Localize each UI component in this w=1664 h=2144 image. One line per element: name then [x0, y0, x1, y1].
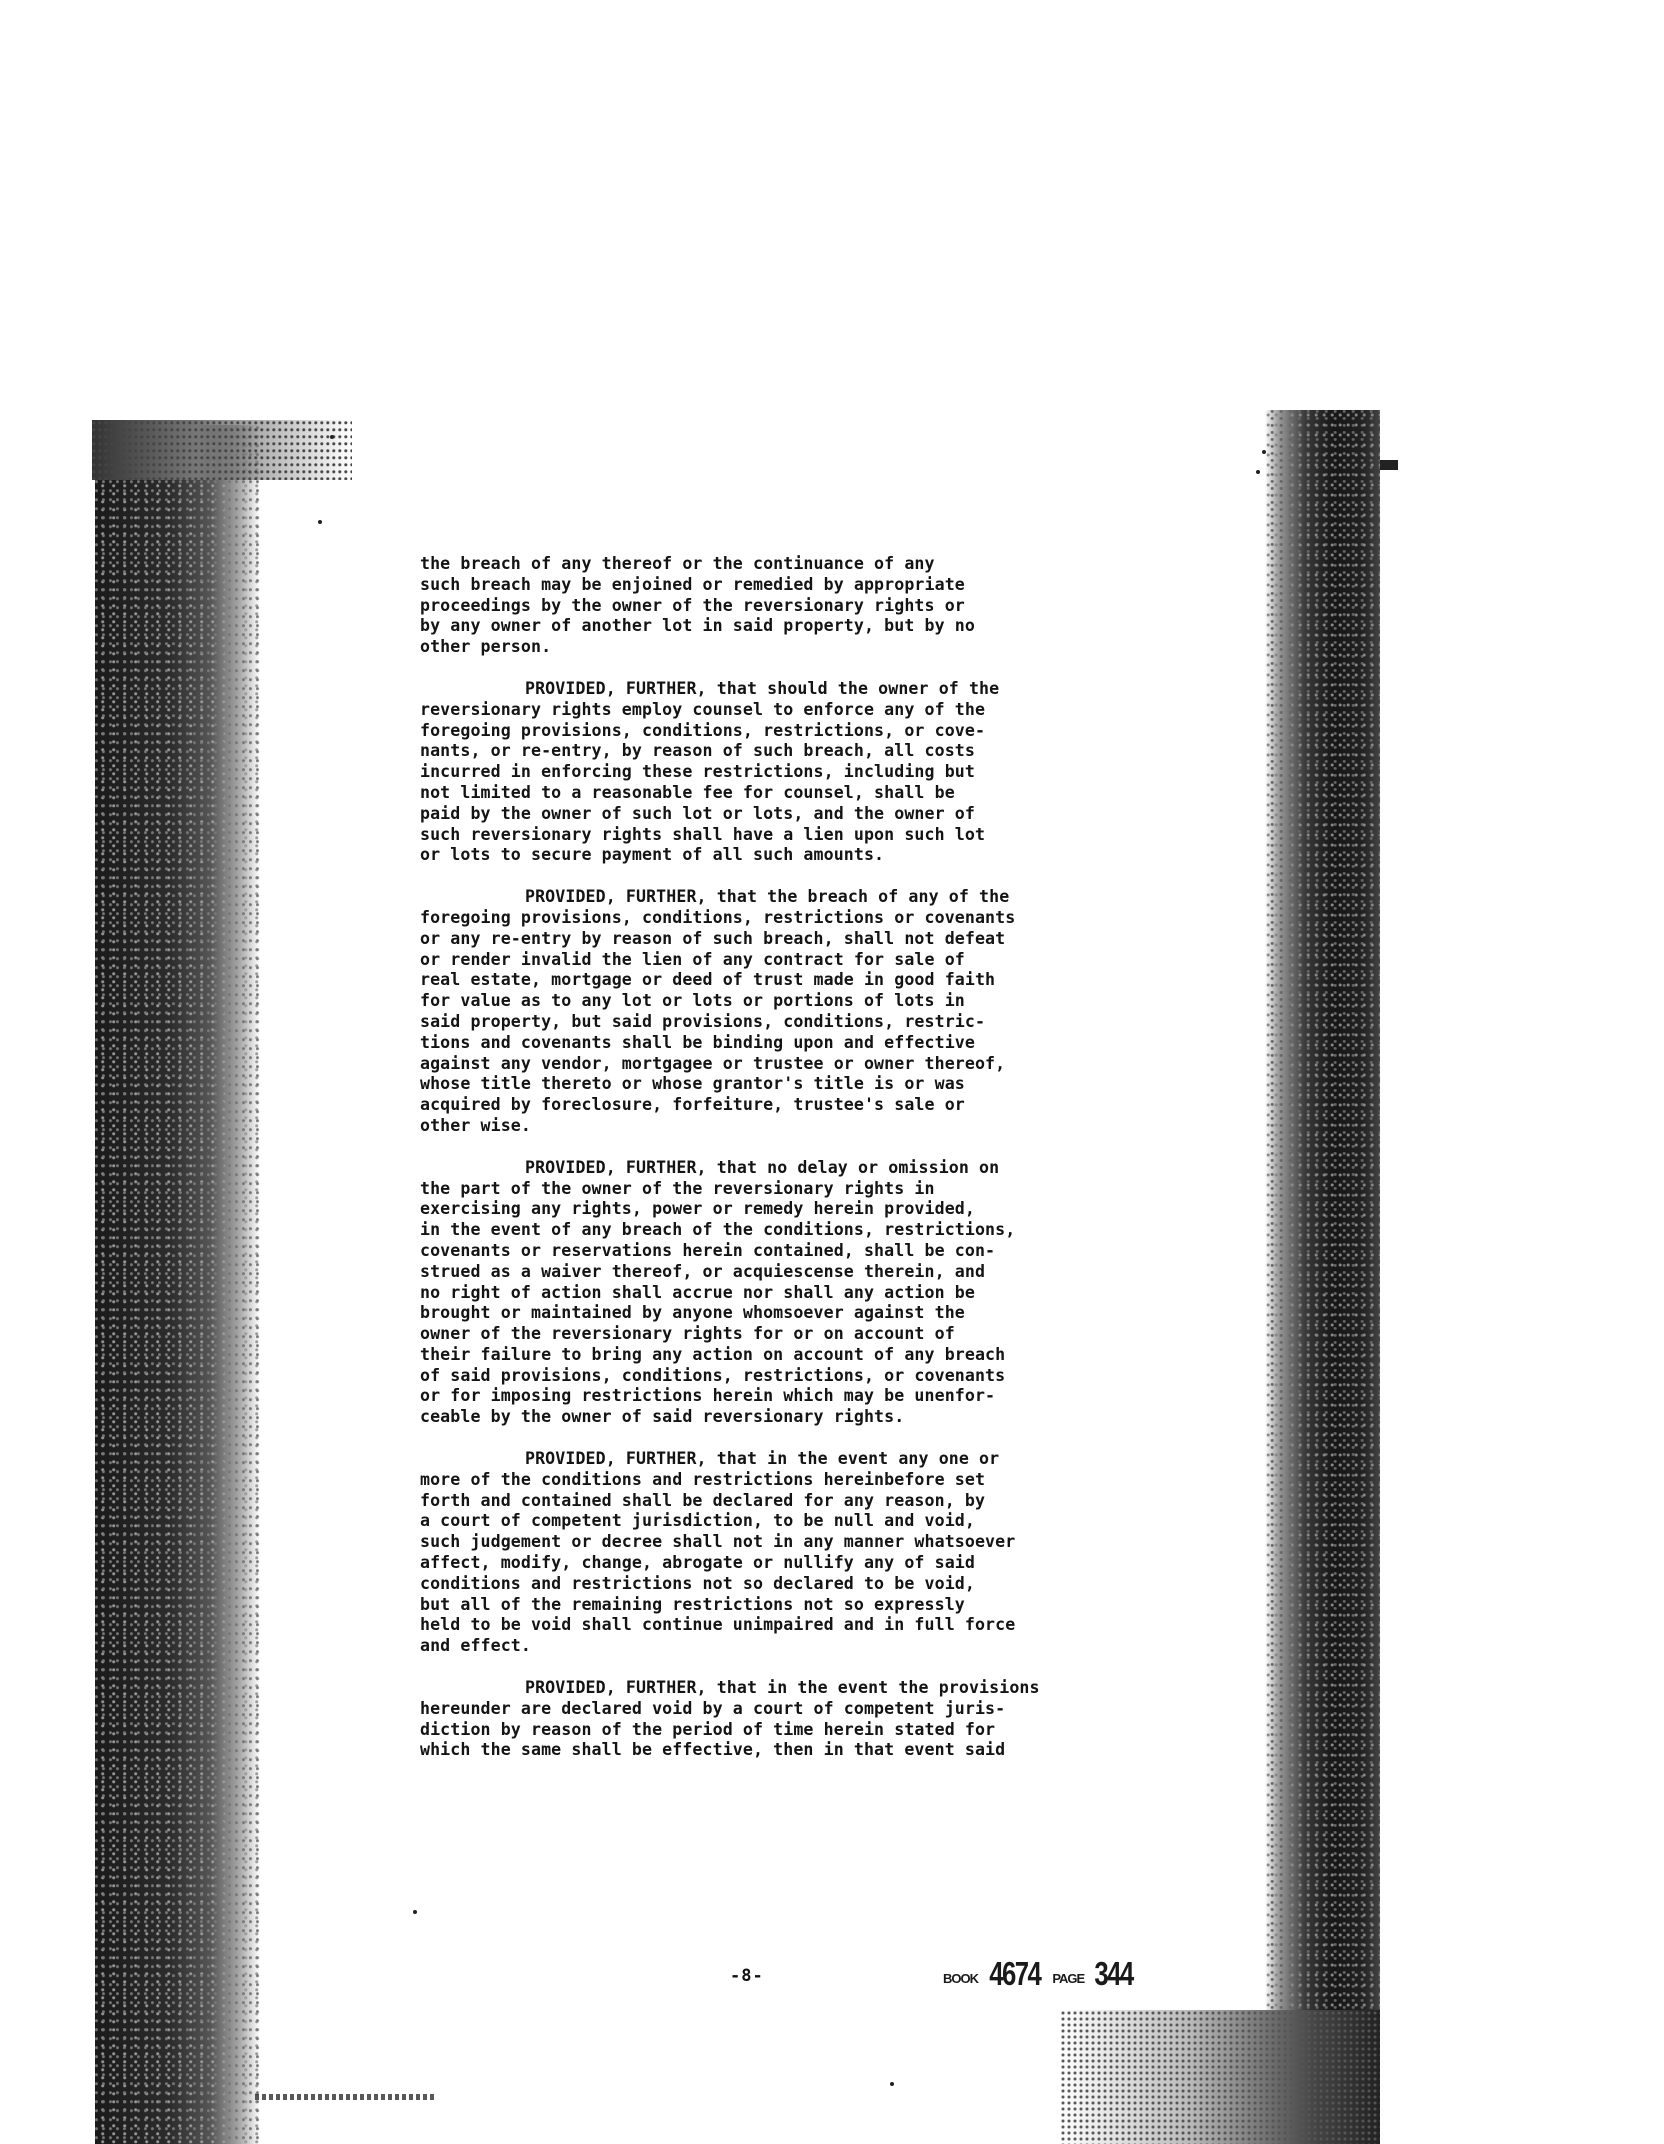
text-line: other person.	[420, 637, 552, 657]
paragraph	[420, 1449, 1210, 1657]
text-line: foregoing provisions, conditions, restrictions, or cove-	[420, 720, 986, 740]
text-line: by any owner of another lot in said property, but by no	[420, 616, 975, 636]
text-line: tions and covenants shall be binding upon and effective	[420, 1032, 975, 1052]
text-line: owner of the reversionary rights for or on account of	[420, 1324, 955, 1344]
document-body	[420, 554, 1210, 1761]
text-line: or lots to secure payment of all such amounts.	[420, 845, 885, 865]
text-line: such breach may be enjoined or remedied by appropriate	[420, 574, 965, 594]
scan-speck	[890, 2082, 894, 2086]
text-line: PROVIDED, FURTHER, that in the event any one or	[525, 1449, 1000, 1469]
scan-speck	[330, 435, 334, 439]
text-line: brought or maintained by anyone whomsoever against the	[420, 1303, 965, 1323]
text-line: paid by the owner of such lot or lots, and the owner of	[420, 803, 975, 823]
text-line: real estate, mortgage or deed of trust made in good faith	[420, 970, 996, 990]
recording-page-number: 344	[1094, 1955, 1133, 1992]
right-scan-edge	[1265, 410, 1380, 2144]
text-line: or for imposing restrictions herein which may be unenfor-	[420, 1386, 996, 1406]
text-line: forth and contained shall be declared for any reason, by	[420, 1490, 986, 1510]
text-line: PROVIDED, FURTHER, that the breach of any of the	[525, 887, 1010, 907]
recording-reference	[943, 1955, 1138, 1993]
paragraph	[420, 679, 1210, 866]
text-line: nants, or re-entry, by reason of such breach, all costs	[420, 741, 975, 761]
text-line: said property, but said provisions, conditions, restric-	[420, 1011, 986, 1031]
text-line: such judgement or decree shall not in any manner whatsoever	[420, 1532, 1016, 1552]
text-line: and effect.	[420, 1636, 531, 1656]
text-line: covenants or reservations herein contained, shall be con-	[420, 1240, 996, 1260]
text-line: acquired by foreclosure, forfeiture, trustee's sale or	[420, 1095, 965, 1115]
text-line: more of the conditions and restrictions hereinbefore set	[420, 1469, 986, 1489]
text-line: but all of the remaining restrictions not so expressly	[420, 1594, 965, 1614]
text-line: PROVIDED, FURTHER, that no delay or omission on	[525, 1157, 1000, 1177]
left-scan-edge	[95, 425, 260, 2144]
text-line: conditions and restrictions not so declared to be void,	[420, 1573, 975, 1593]
text-line: ceable by the owner of said reversionary rights.	[420, 1407, 905, 1427]
text-line: diction by reason of the period of time herein stated for	[420, 1719, 996, 1739]
text-line: a court of competent jurisdiction, to be null and void,	[420, 1511, 975, 1531]
book-number: 4674	[989, 1955, 1041, 1992]
page-number: -8-	[730, 1966, 764, 1986]
text-line: which the same shall be effective, then in that event said	[420, 1740, 1006, 1760]
text-line: such reversionary rights shall have a lien upon such lot	[420, 824, 986, 844]
right-scan-edge-bottom	[1060, 2010, 1380, 2144]
text-line: whose title thereto or whose grantor's title is or was	[420, 1074, 965, 1094]
paragraph	[420, 554, 1210, 658]
text-line: not limited to a reasonable fee for counsel, shall be	[420, 782, 955, 802]
text-line: exercising any rights, power or remedy herein provided,	[420, 1199, 975, 1219]
text-line: PROVIDED, FURTHER, that should the owner of the	[525, 678, 1000, 698]
text-line: their failure to bring any action on account of any breach	[420, 1344, 1006, 1364]
text-line: reversionary rights employ counsel to enforce any of the	[420, 699, 986, 719]
text-line: for value as to any lot or lots or portions of lots in	[420, 991, 965, 1011]
left-scan-edge-top	[92, 420, 352, 480]
text-line: hereunder are declared void by a court of competent juris-	[420, 1698, 1006, 1718]
page-prefix: PAGE	[1052, 1971, 1085, 1986]
scan-speck	[413, 1910, 417, 1914]
text-line: PROVIDED, FURTHER, that in the event the provisions	[525, 1678, 1040, 1698]
text-line: other wise.	[420, 1115, 531, 1135]
text-line: foregoing provisions, conditions, restrictions or covenants	[420, 907, 1016, 927]
paragraph	[420, 1678, 1210, 1761]
text-line: no right of action shall accrue nor shall any action be	[420, 1282, 975, 1302]
text-line: held to be void shall continue unimpaired and in full force	[420, 1615, 1016, 1635]
scan-speck	[1256, 470, 1260, 474]
text-line: of said provisions, conditions, restrictions, or covenants	[420, 1365, 1006, 1385]
scan-speck	[318, 520, 322, 524]
text-line: in the event of any breach of the conditions, restrictions,	[420, 1220, 1016, 1240]
paragraph	[420, 1158, 1210, 1428]
text-line: or any re-entry by reason of such breach, shall not defeat	[420, 928, 1006, 948]
book-prefix: BOOK	[943, 1971, 978, 1986]
text-line: proceedings by the owner of the reversionary rights or	[420, 595, 965, 615]
text-line: or render invalid the lien of any contract for sale of	[420, 949, 965, 969]
right-scan-notch	[1380, 460, 1398, 470]
text-line: incurred in enforcing these restrictions, including but	[420, 762, 975, 782]
text-line: the breach of any thereof or the continuance of any	[420, 554, 935, 573]
paragraph	[420, 887, 1210, 1137]
text-line: strued as a waiver thereof, or acquiescense therein, and	[420, 1261, 986, 1281]
scan-speck	[1262, 450, 1266, 454]
text-line: against any vendor, mortgagee or trustee or owner thereof,	[420, 1053, 1006, 1073]
bottom-smudge	[255, 2094, 435, 2100]
text-line: the part of the owner of the reversionary rights in	[420, 1178, 935, 1198]
text-line: affect, modify, change, abrogate or nullify any of said	[420, 1553, 975, 1573]
